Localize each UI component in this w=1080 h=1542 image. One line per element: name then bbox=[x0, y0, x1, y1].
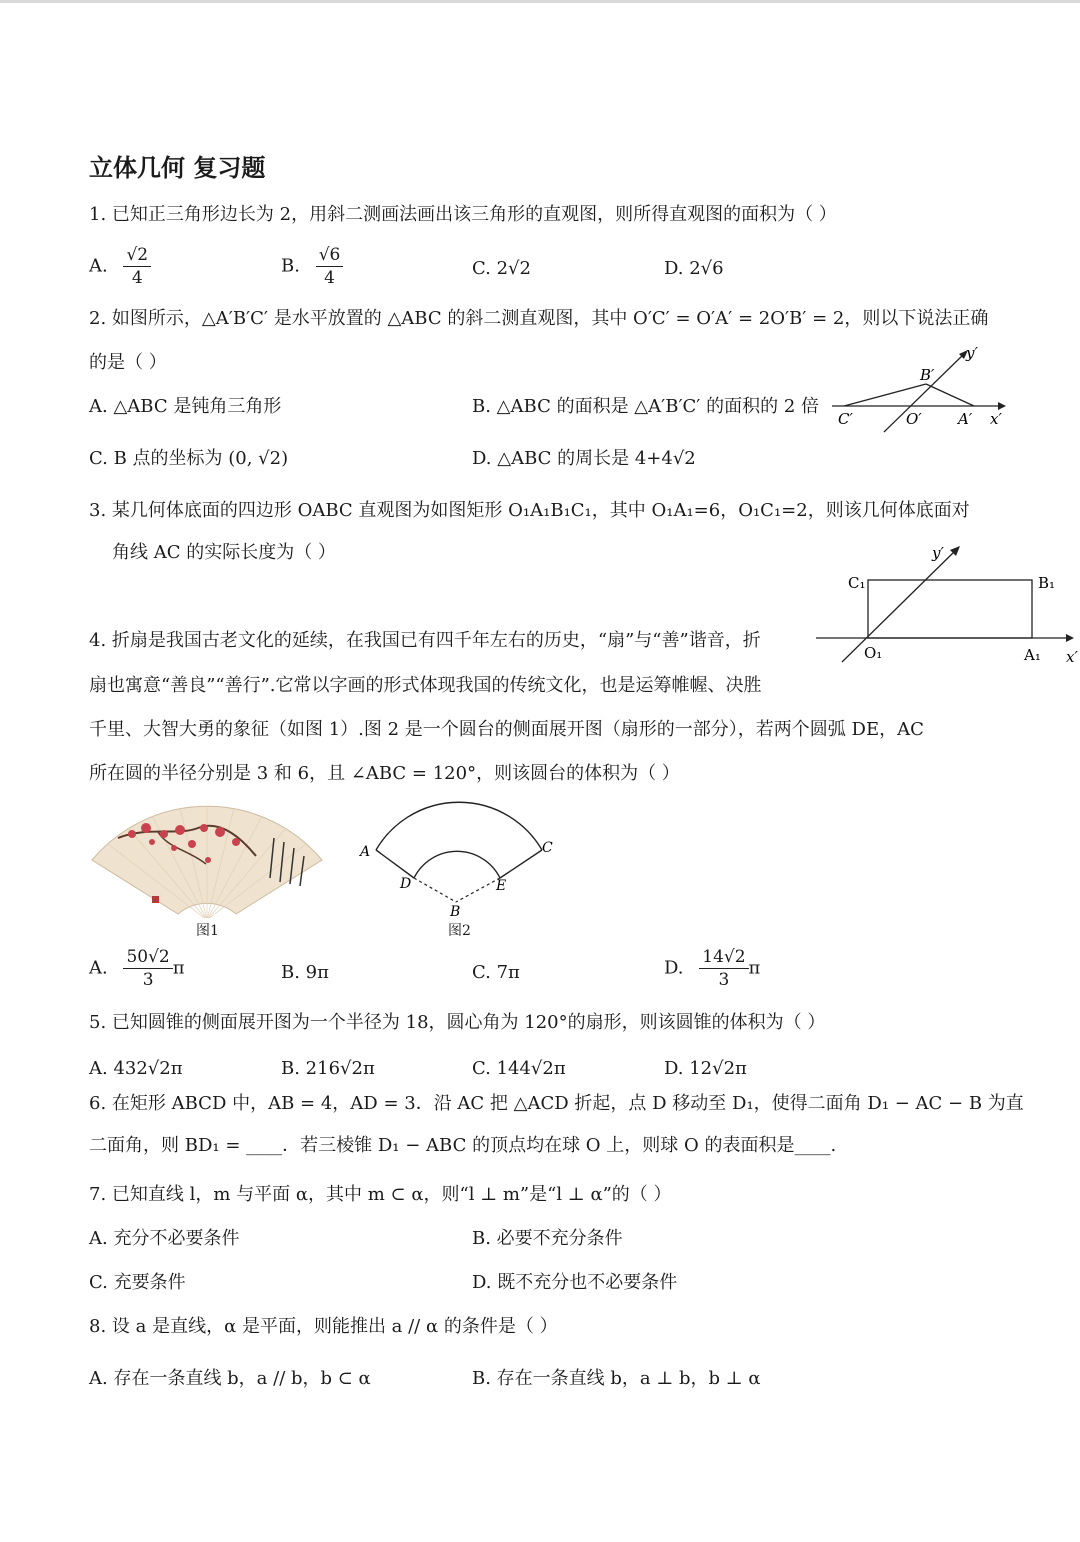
q3-x-arrow-icon bbox=[1066, 634, 1074, 642]
q3-rectangle bbox=[868, 580, 1032, 638]
q5-option-c: C. 144√2π bbox=[472, 1058, 566, 1079]
question-2-stem-line1: 2. 如图所示，△A′B′C′ 是水平放置的 △ABC 的斜二测直观图，其中 O′C′ = O′A′ = 2O′B′ = 2，则以下说法正确 bbox=[89, 308, 989, 329]
question-4-stem-line3: 千里、大智大勇的象征（如图 1）.图 2 是一个圆台的侧面展开图（扇形的一部分），若两个圆弧 DE，AC bbox=[89, 719, 924, 740]
fig2-label-a: A bbox=[360, 844, 371, 860]
question-8-stem: 8. 设 a 是直线，α 是平面，则能推出 a // α 的条件是（ ） bbox=[89, 1316, 558, 1337]
q5-option-b: B. 216√2π bbox=[281, 1058, 375, 1079]
q2-label-a: A′ bbox=[958, 410, 973, 428]
q5-option-d: D. 12√2π bbox=[664, 1058, 747, 1079]
question-2-stem-line2: 的是（ ） bbox=[89, 352, 167, 373]
fig2-label-e: E bbox=[496, 878, 507, 894]
q7-option-c: C. 充要条件 bbox=[89, 1272, 186, 1293]
segment-ad bbox=[376, 850, 414, 878]
q3-label-a: A₁ bbox=[1024, 646, 1041, 664]
question-4-stem-line1: 4. 折扇是我国古老文化的延续，在我国已有四千年左右的历史，“扇”与“善”谐音，折 bbox=[89, 630, 761, 651]
q3-label-y: y′ bbox=[932, 544, 944, 562]
q4-option-a-fraction bbox=[123, 946, 172, 991]
question-5-stem: 5. 已知圆锥的侧面展开图为一个半径为 18，圆心角为 120°的扇形，则该圆锥的体积为（ ） bbox=[89, 1012, 826, 1033]
segment-db-dashed bbox=[414, 878, 456, 902]
q4-option-c: C. 7π bbox=[472, 962, 520, 983]
q4-option-b: B. 9π bbox=[281, 962, 329, 983]
top-border bbox=[0, 0, 1080, 3]
fan-seal-stamp bbox=[152, 896, 159, 903]
q4-d-denominator: 3 bbox=[718, 970, 730, 990]
figure-1-caption: 图1 bbox=[196, 923, 219, 939]
q2-oblique-figure bbox=[826, 340, 1012, 436]
segment-ce bbox=[500, 850, 542, 878]
folding-fan-image bbox=[88, 798, 328, 918]
q2-option-d: D. △ABC 的周长是 4+4√2 bbox=[472, 448, 696, 469]
q3-label-b: B₁ bbox=[1038, 574, 1056, 592]
arc-ac bbox=[376, 802, 542, 850]
q8-option-b: B. 存在一条直线 b，a ⊥ b，b ⊥ α bbox=[472, 1368, 761, 1389]
q2-side-ba bbox=[926, 384, 974, 406]
q2-label-c: C′ bbox=[838, 410, 853, 428]
q2-option-a: A. △ABC 是钝角三角形 bbox=[89, 396, 282, 417]
q1-b-denominator: 4 bbox=[324, 268, 335, 288]
q4-a-numerator: 50√2 bbox=[123, 946, 172, 969]
q2-label-b: B′ bbox=[920, 366, 935, 384]
segment-eb-dashed bbox=[456, 878, 500, 902]
question-4-stem-line2: 扇也寓意“善良”“善行”.它常以字画的形式体现我国的传统文化，也是运筹帷幄、决胜 bbox=[89, 675, 762, 696]
q4-option-d-pi: π bbox=[748, 957, 761, 979]
q4-option-d-label: D. bbox=[664, 957, 684, 979]
fig2-label-d: D bbox=[400, 876, 412, 892]
q7-option-d: D. 既不充分也不必要条件 bbox=[472, 1272, 678, 1293]
q1-option-a-label: A. bbox=[89, 255, 108, 277]
q8-option-a: A. 存在一条直线 b，a // b，b ⊂ α bbox=[89, 1368, 371, 1389]
q3-label-x: x′ bbox=[1066, 648, 1078, 666]
q4-option-a-pi: π bbox=[172, 957, 185, 979]
question-3-stem-line1: 3. 某几何体底面的四边形 OABC 直观图为如图矩形 O₁A₁B₁C₁，其中 O₁A₁=6，O₁C₁=2，则该几何体底面对 bbox=[89, 500, 970, 521]
q1-option-b bbox=[281, 244, 343, 289]
q3-y-axis bbox=[842, 550, 956, 662]
question-7-stem: 7. 已知直线 l，m 与平面 α，其中 m ⊂ α，则“l ⊥ m”是“l ⊥ α”的（ ） bbox=[89, 1184, 672, 1205]
question-6-stem-line1: 6. 在矩形 ABCD 中，AB = 4，AD = 3．沿 AC 把 △ACD 折起，点 D 移动至 D₁，使得二面角 D₁ − AC − B 为直 bbox=[89, 1093, 1024, 1114]
q4-option-a bbox=[89, 946, 185, 991]
q4-d-numerator: 14√2 bbox=[699, 946, 748, 969]
q1-option-a bbox=[89, 244, 151, 289]
figure-2-caption: 图2 bbox=[448, 923, 471, 939]
question-6-stem-line2: 二面角，则 BD₁ = ____．若三棱锥 D₁ − ABC 的顶点均在球 O 上，则球 O 的表面积是____. bbox=[89, 1135, 837, 1156]
q4-option-a-label: A. bbox=[89, 957, 108, 979]
q7-option-a: A. 充分不必要条件 bbox=[89, 1228, 240, 1249]
q4-option-d-fraction bbox=[699, 946, 748, 991]
fig2-label-b: B bbox=[450, 904, 461, 920]
q2-option-b: B. △ABC 的面积是 △A′B′C′ 的面积的 2 倍 bbox=[472, 396, 820, 417]
q1-option-a-fraction bbox=[123, 244, 151, 289]
q2-x-arrow-icon bbox=[998, 402, 1006, 410]
q3-rectangle-figure bbox=[812, 540, 1078, 668]
q5-option-a: A. 432√2π bbox=[89, 1058, 183, 1079]
q1-option-c: C. 2√2 bbox=[472, 258, 531, 279]
q4-option-d bbox=[664, 946, 760, 991]
question-4-stem-line4: 所在圆的半径分别是 3 和 6，且 ∠ABC = 120°，则该圆台的体积为（ ） bbox=[89, 763, 680, 784]
fig2-label-c: C bbox=[542, 840, 553, 856]
page-title: 立体几何 复习题 bbox=[89, 154, 266, 182]
question-1-stem: 1. 已知正三角形边长为 2，用斜二测画法画出该三角形的直观图，则所得直观图的面积为（ ） bbox=[89, 204, 837, 225]
q1-option-b-fraction bbox=[316, 244, 344, 289]
q3-label-o: O₁ bbox=[864, 644, 883, 662]
q2-option-c: C. B 点的坐标为 (0, √2) bbox=[89, 448, 289, 469]
q2-label-o: O′ bbox=[906, 410, 922, 428]
q2-label-y: y′ bbox=[966, 344, 978, 362]
q1-option-d: D. 2√6 bbox=[664, 258, 724, 279]
q3-label-c: C₁ bbox=[848, 574, 866, 592]
frustum-development-figure bbox=[352, 798, 564, 922]
q1-option-b-label: B. bbox=[281, 255, 300, 277]
question-3-stem-line2: 角线 AC 的实际长度为（ ） bbox=[112, 542, 336, 563]
q4-a-denominator: 3 bbox=[142, 970, 154, 990]
arc-de bbox=[414, 851, 500, 878]
q1-a-denominator: 4 bbox=[131, 268, 143, 288]
q7-option-b: B. 必要不充分条件 bbox=[472, 1228, 623, 1249]
q1-a-numerator: √2 bbox=[123, 244, 151, 267]
q1-b-numerator: √6 bbox=[316, 244, 344, 267]
q2-label-x: x′ bbox=[990, 410, 1002, 428]
